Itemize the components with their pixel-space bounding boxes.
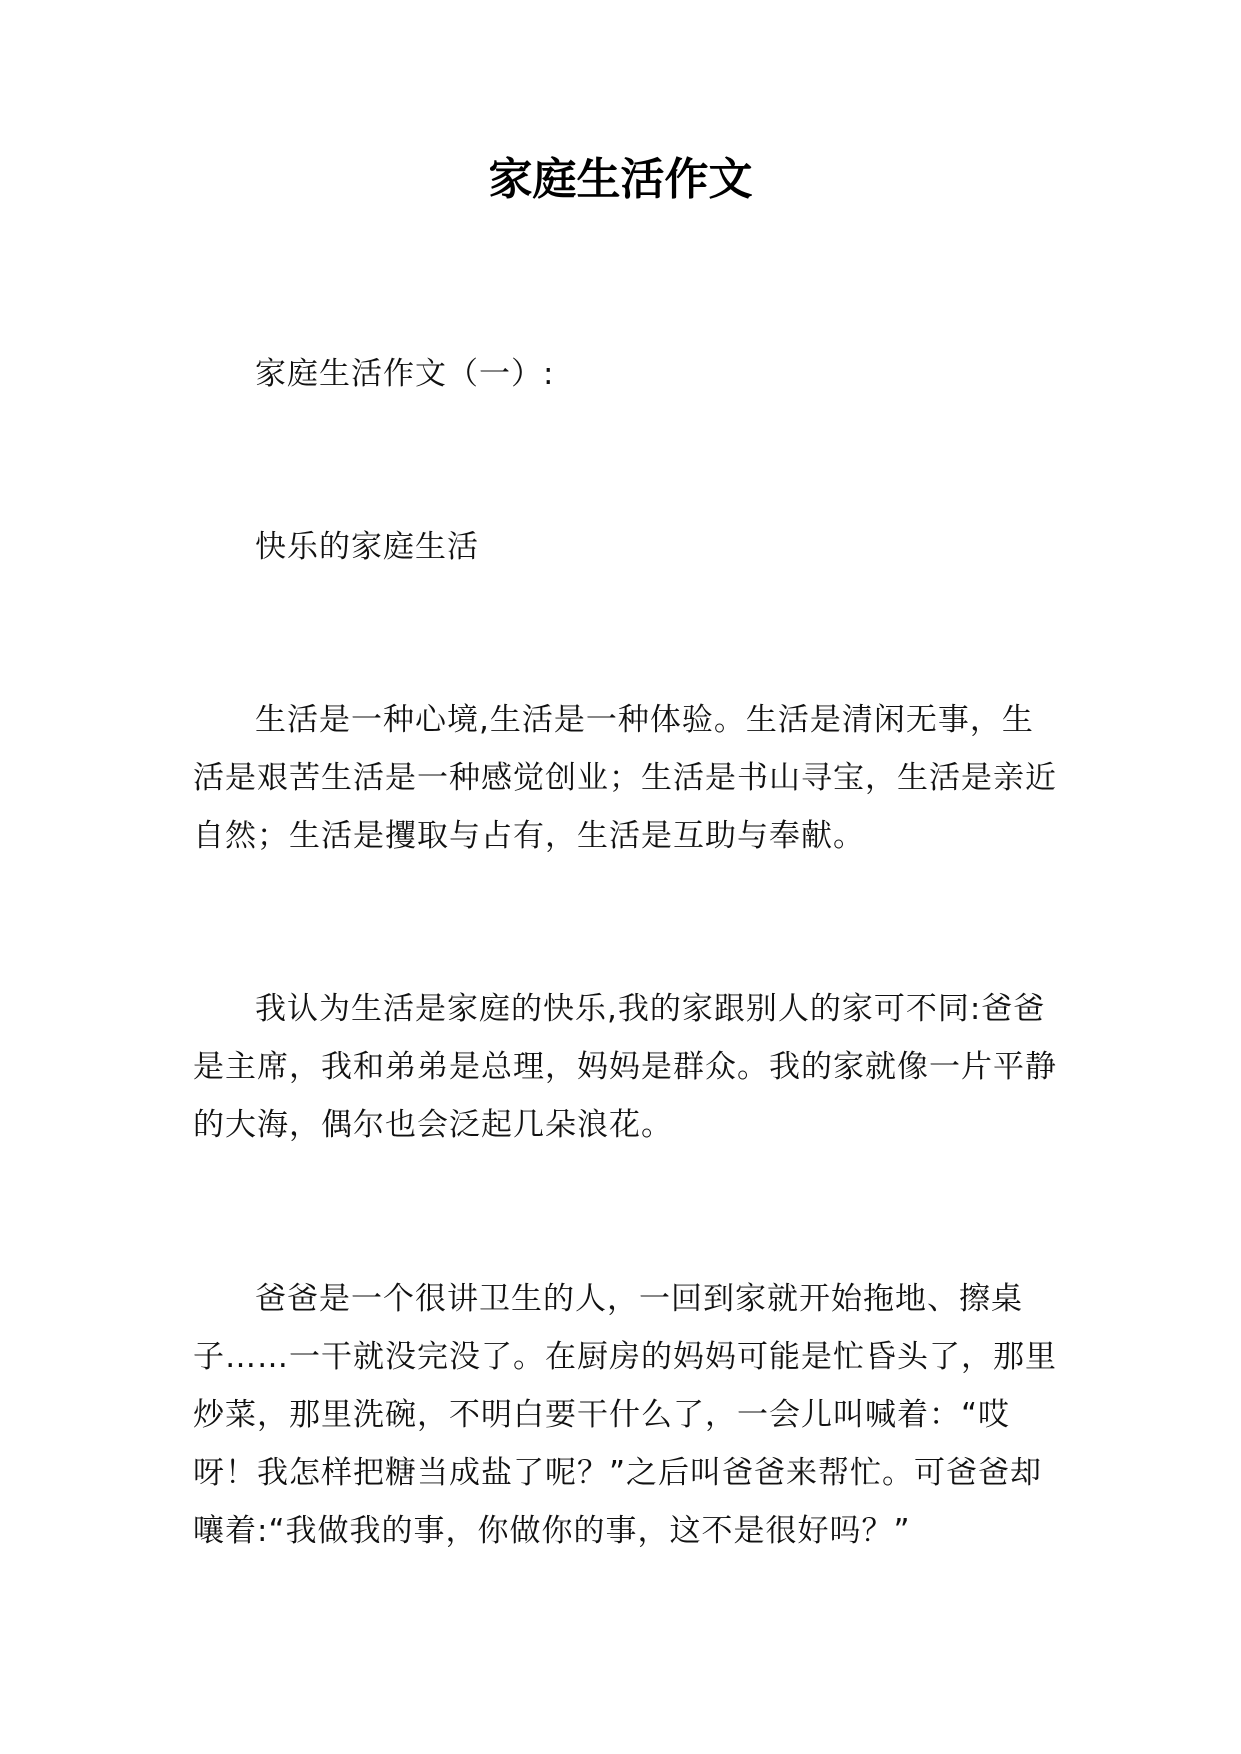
document-title: 家庭生活作文 <box>488 154 753 205</box>
section-subtitle: 家庭生活作文（一）: <box>255 356 555 392</box>
paragraph: 我认为生活是家庭的快乐,我的家跟别人的家可不同:爸爸是主席，我和弟弟是总理，妈妈是群众。我的家就像一片平静的大海，偶尔也会泛起几朵浪花。 <box>193 991 1057 1143</box>
essay-heading: 快乐的家庭生活 <box>255 529 479 565</box>
paragraph: 爸爸是一个很讲卫生的人，一回到家就开始拖地、擦桌子……一干就没完没了。在厨房的妈妈可能是忙昏头了，那里炒菜，那里洗碗，不明白要干什么了，一会儿叫喊着：“哎呀！我怎样把糖当成盐了呢？”之后叫爸爸来帮忙。可爸爸却嚷着:“我做我的事，你做你的事，这不是很好吗？” <box>193 1281 1057 1549</box>
paragraph: 生活是一种心境,生活是一种体验。生活是清闲无事，生活是艰苦生活是一种感觉创业；生活是书山寻宝，生活是亲近自然；生活是攫取与占有，生活是互助与奉献。 <box>193 702 1057 854</box>
